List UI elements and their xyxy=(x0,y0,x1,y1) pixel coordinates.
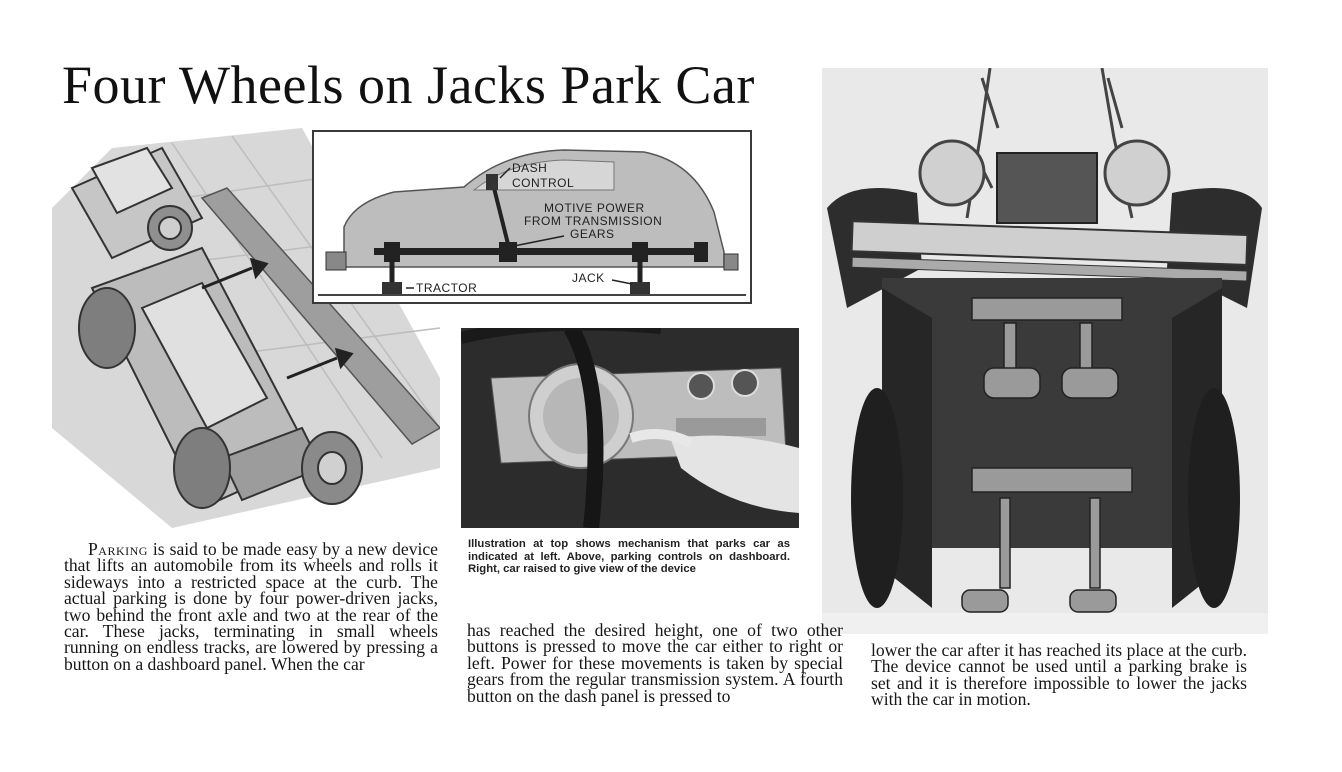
dashboard-photo xyxy=(461,328,799,528)
column-1-text: is said to be made easy by a new device that lifts an automobile from its wheels and rolls it sideways into a restricted space at the curb. The actual parking is done by four power-driven jacks, two behind the front axle and two at the rear of the car. These jacks, terminating in small wheels running on endless tracks, are lowered by pressing a button on a dashboard panel. When the car xyxy=(64,539,438,674)
article-column-1 xyxy=(64,541,438,672)
diagram-label-gears: GEARS xyxy=(570,227,615,241)
raised-car-photo xyxy=(822,68,1268,634)
diagram-label-tractor: TRACTOR xyxy=(416,281,478,295)
figure-caption: Illustration at top shows mechanism that parks car as indicated at left. Above, parking controls on dashboard. Right, car raised to give view of the device xyxy=(468,538,790,576)
lead-word: Parking xyxy=(88,539,148,559)
diagram-label-motive: MOTIVE POWER xyxy=(544,201,645,215)
diagram-label-dash: DASH xyxy=(512,161,548,175)
diagram-label-control: CONTROL xyxy=(512,176,575,190)
diagram-label-transmission: FROM TRANSMISSION xyxy=(524,214,663,228)
mechanism-diagram xyxy=(312,130,752,304)
page-title: Four Wheels on Jacks Park Car xyxy=(62,55,755,115)
diagram-label-jack: JACK xyxy=(572,271,605,285)
article-column-2: has reached the desired height, one of two other buttons is pressed to move the car either to right or left. Power for these movements is taken by special gears from the regular transmission system. A fourth button on the dash panel is pressed to xyxy=(467,620,843,706)
article-column-3: lower the car after it has reached its place at the curb. The device cannot be used until a parking brake is set and it is therefore impossible to lower the jacks with the car in motion. xyxy=(871,640,1247,710)
